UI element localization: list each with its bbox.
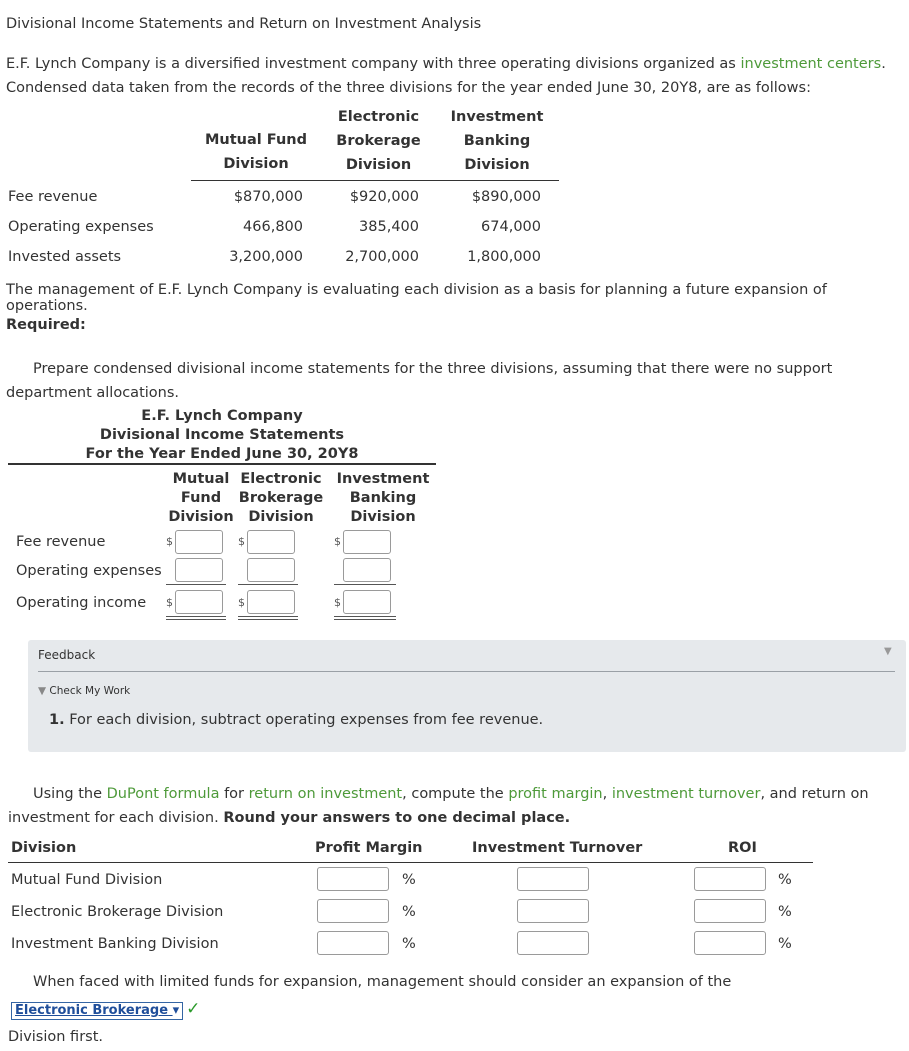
dupont-text: , and return on investment for each division. bbox=[8, 786, 869, 826]
cell: $890,000 bbox=[471, 189, 541, 205]
header-line: Division bbox=[345, 157, 412, 173]
header-line: Electronic bbox=[240, 471, 322, 487]
header-line: Brokerage bbox=[238, 490, 324, 506]
investment-turnover-mutual-input[interactable] bbox=[517, 867, 589, 891]
cell: 3,200,000 bbox=[229, 249, 303, 265]
total-double-rule bbox=[166, 616, 226, 617]
dupont-text: Using the bbox=[33, 786, 107, 802]
roi-electronic-input[interactable] bbox=[694, 899, 766, 923]
page-title: Divisional Income Statements and Return on Investment Analysis bbox=[6, 16, 482, 32]
cell: 385,400 bbox=[359, 219, 419, 235]
header-line: Electronic bbox=[337, 109, 420, 125]
prepare-instructions bbox=[6, 357, 906, 405]
total-double-rule bbox=[334, 619, 396, 620]
header-investment-banking bbox=[436, 105, 558, 177]
total-double-rule bbox=[334, 616, 396, 617]
required-label: Required: bbox=[6, 317, 86, 333]
division-label-mutual-fund: Mutual Fund Division bbox=[11, 872, 163, 888]
cell: 674,000 bbox=[481, 219, 541, 235]
expansion-question bbox=[8, 969, 903, 1051]
cell: $870,000 bbox=[233, 189, 303, 205]
fee-revenue-mutual-input[interactable] bbox=[175, 530, 223, 554]
header-line: Fund bbox=[180, 490, 222, 506]
profit-margin-investment-input[interactable] bbox=[317, 931, 389, 955]
header-line: Brokerage bbox=[336, 133, 421, 149]
is-header-mutual-fund bbox=[166, 470, 236, 527]
row-label-fee-revenue: Fee revenue bbox=[8, 189, 98, 205]
expansion-text: When faced with limited funds for expansion, management should consider an expansion of the bbox=[33, 974, 732, 990]
cell: 466,800 bbox=[243, 219, 303, 235]
roi-mutual-input[interactable] bbox=[694, 867, 766, 891]
intro-text-2: . Condensed data taken from the records of the three divisions for the year ended June 30, 20Y8, are as follows: bbox=[6, 56, 886, 96]
statement-period: For the Year Ended June 30, 20Y8 bbox=[85, 446, 359, 462]
feedback-collapse-icon[interactable]: ▼ bbox=[884, 646, 892, 657]
col-header-investment-turnover: Investment Turnover bbox=[472, 840, 643, 856]
subtotal-rule bbox=[334, 584, 396, 585]
percent-sign: % bbox=[778, 904, 792, 920]
header-line: Division bbox=[248, 509, 314, 525]
header-line: Banking bbox=[463, 133, 531, 149]
triangle-down-icon: ▼ bbox=[38, 685, 47, 697]
management-text: The management of E.F. Lynch Company is evaluating each division as a basis for planning a future expansion of operations. bbox=[6, 282, 827, 314]
dollar-sign: $ bbox=[166, 535, 173, 548]
cell: 2,700,000 bbox=[345, 249, 419, 265]
total-double-rule bbox=[238, 619, 298, 620]
is-label-fee-revenue: Fee revenue bbox=[16, 534, 106, 550]
intro-paragraph bbox=[6, 52, 906, 100]
feedback-item-number: 1. bbox=[49, 712, 65, 728]
fee-revenue-investment-input[interactable] bbox=[343, 530, 391, 554]
dupont-header-rule bbox=[8, 862, 813, 863]
investment-turnover-investment-input[interactable] bbox=[517, 931, 589, 955]
return-on-investment-link[interactable]: return on investment bbox=[248, 786, 403, 802]
col-header-profit-margin: Profit Margin bbox=[315, 840, 423, 856]
percent-sign: % bbox=[402, 904, 416, 920]
is-label-operating-income: Operating income bbox=[16, 595, 147, 611]
is-header-investment-banking bbox=[334, 470, 432, 527]
feedback-item bbox=[49, 712, 543, 728]
header-line: Banking bbox=[349, 490, 417, 506]
is-header-electronic-brokerage bbox=[236, 470, 326, 527]
operating-income-mutual-input[interactable] bbox=[175, 590, 223, 614]
header-line: Division bbox=[223, 156, 289, 172]
cell: $920,000 bbox=[349, 189, 419, 205]
investment-turnover-electronic-input[interactable] bbox=[517, 899, 589, 923]
percent-sign: % bbox=[778, 872, 792, 888]
feedback-item-text: For each division, subtract operating expenses from fee revenue. bbox=[69, 712, 544, 728]
fee-revenue-electronic-input[interactable] bbox=[247, 530, 295, 554]
dupont-text: for bbox=[219, 786, 249, 802]
percent-sign: % bbox=[402, 872, 416, 888]
prepare-text: Prepare condensed divisional income statements for the three divisions, assuming that there were no support department allocations. bbox=[6, 361, 833, 401]
operating-expenses-investment-input[interactable] bbox=[343, 558, 391, 582]
dollar-sign: $ bbox=[334, 596, 341, 609]
check-my-work-label: Check My Work bbox=[49, 685, 131, 697]
dollar-sign: $ bbox=[238, 535, 245, 548]
header-line: Mutual bbox=[172, 471, 230, 487]
investment-turnover-link[interactable]: investment turnover bbox=[611, 786, 761, 802]
check-my-work-toggle[interactable] bbox=[38, 685, 130, 697]
intro-text-1: E.F. Lynch Company is a diversified investment company with three operating divisions organized as bbox=[6, 56, 741, 72]
expansion-division-select[interactable] bbox=[11, 1002, 183, 1020]
header-electronic-brokerage bbox=[321, 105, 436, 177]
header-line: Division bbox=[168, 509, 234, 525]
profit-margin-electronic-input[interactable] bbox=[317, 899, 389, 923]
division-label-investment-banking: Investment Banking Division bbox=[11, 936, 219, 952]
chevron-down-icon: ▾ bbox=[172, 1003, 180, 1018]
header-line: Investment bbox=[336, 471, 430, 487]
subtotal-rule bbox=[238, 584, 298, 585]
dupont-instructions bbox=[8, 782, 878, 830]
dollar-sign: $ bbox=[166, 596, 173, 609]
expansion-text-end: Division first. bbox=[8, 1029, 104, 1045]
percent-sign: % bbox=[778, 936, 792, 952]
header-line: Division bbox=[350, 509, 416, 525]
dupont-text: , compute the bbox=[402, 786, 509, 802]
subtotal-rule bbox=[166, 584, 226, 585]
header-line: Mutual Fund bbox=[204, 132, 308, 148]
operating-expenses-mutual-input[interactable] bbox=[175, 558, 223, 582]
is-label-operating-expenses: Operating expenses bbox=[16, 563, 162, 579]
dollar-sign: $ bbox=[334, 535, 341, 548]
checkmark-icon: ✓ bbox=[186, 999, 201, 1019]
header-line: Investment bbox=[450, 109, 544, 125]
cell: 1,800,000 bbox=[467, 249, 541, 265]
roi-investment-input[interactable] bbox=[694, 931, 766, 955]
operating-income-electronic-input[interactable] bbox=[247, 590, 295, 614]
investment-centers-link[interactable]: investment centers bbox=[740, 56, 882, 72]
total-double-rule bbox=[166, 619, 226, 620]
profit-margin-mutual-input[interactable] bbox=[317, 867, 389, 891]
feedback-divider bbox=[38, 671, 895, 672]
row-label-operating-expenses: Operating expenses bbox=[8, 219, 154, 235]
table-header-rule bbox=[191, 180, 559, 181]
division-label-electronic-brokerage: Electronic Brokerage Division bbox=[11, 904, 224, 920]
dupont-formula-link[interactable]: DuPont formula bbox=[106, 786, 220, 802]
percent-sign: % bbox=[402, 936, 416, 952]
feedback-label[interactable]: Feedback bbox=[38, 648, 96, 662]
col-header-roi: ROI bbox=[728, 840, 757, 856]
feedback-panel bbox=[28, 640, 906, 752]
header-line: Division bbox=[464, 157, 530, 173]
operating-expenses-electronic-input[interactable] bbox=[247, 558, 295, 582]
operating-income-investment-input[interactable] bbox=[343, 590, 391, 614]
dupont-text: , bbox=[602, 786, 612, 802]
row-label-invested-assets: Invested assets bbox=[8, 249, 122, 265]
company-name: E.F. Lynch Company bbox=[141, 408, 303, 424]
rounding-instruction: Round your answers to one decimal place. bbox=[223, 810, 571, 826]
statement-title-rule bbox=[8, 463, 436, 465]
selected-division: Electronic Brokerage bbox=[15, 1003, 169, 1018]
total-double-rule bbox=[238, 616, 298, 617]
col-header-division: Division bbox=[11, 840, 77, 856]
header-mutual-fund bbox=[191, 128, 321, 176]
dollar-sign: $ bbox=[238, 596, 245, 609]
profit-margin-link[interactable]: profit margin bbox=[508, 786, 603, 802]
statement-name: Divisional Income Statements bbox=[99, 427, 345, 443]
